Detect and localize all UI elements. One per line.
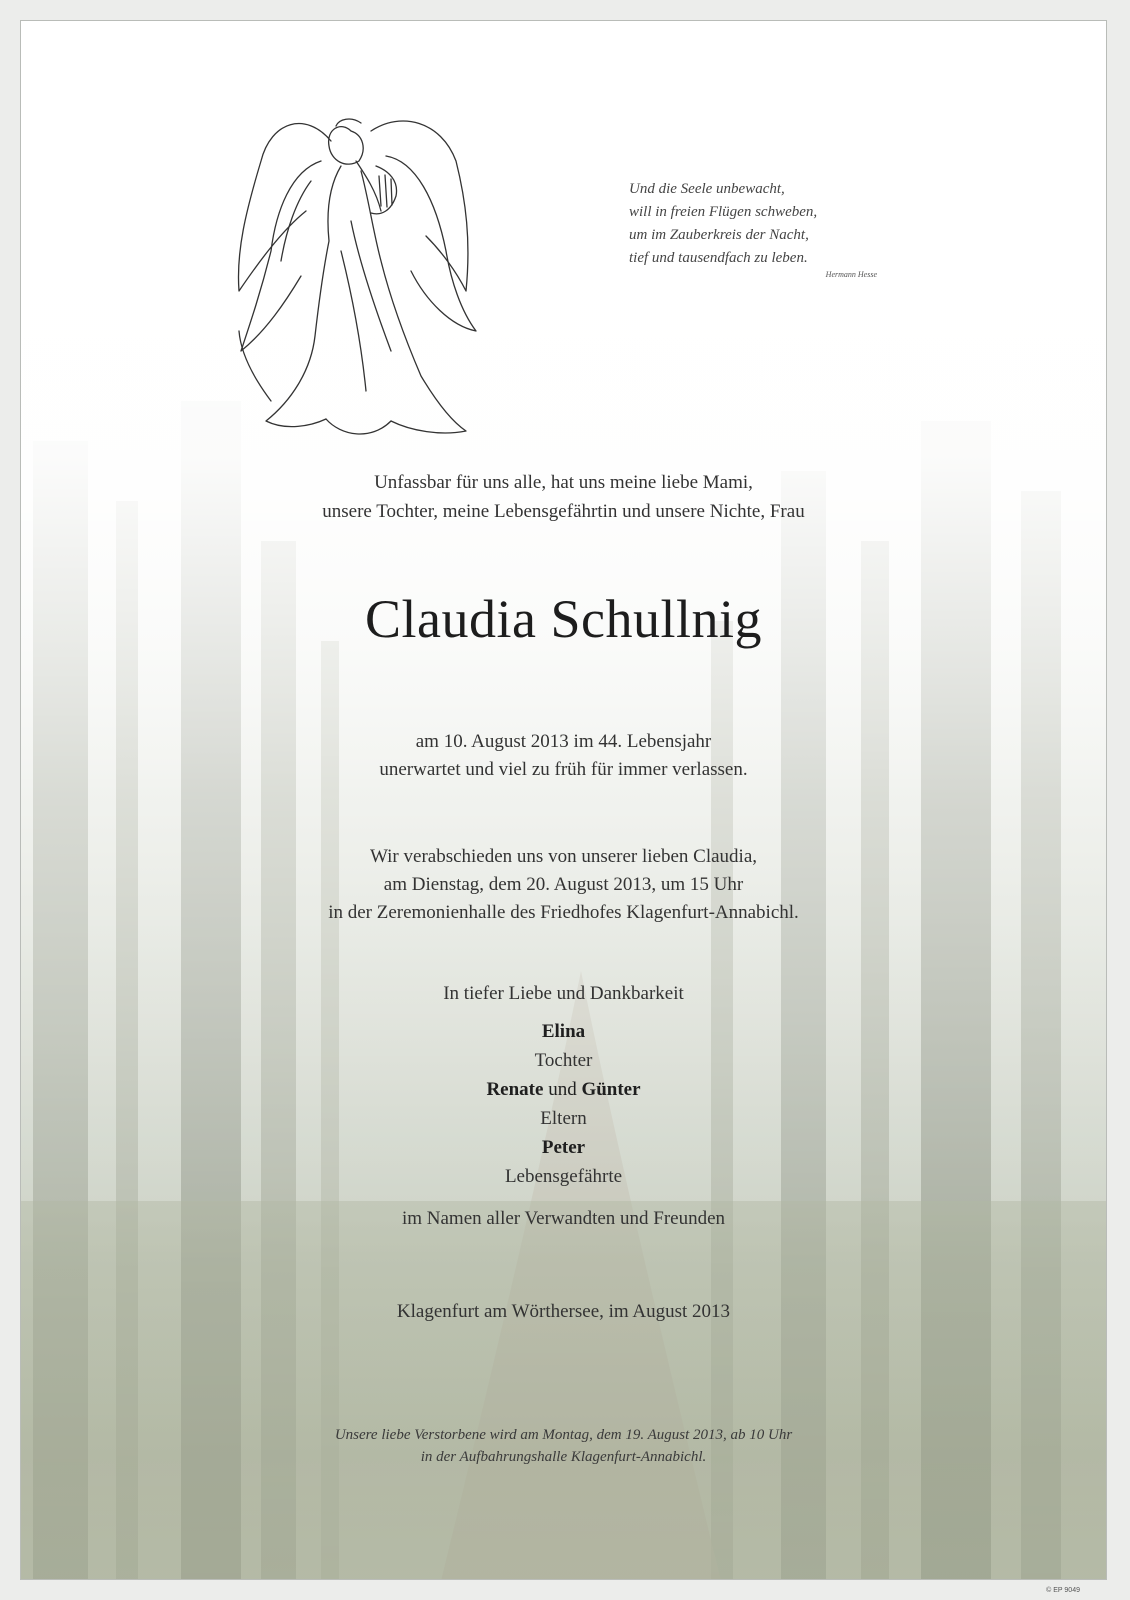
intro-line-2: unsere Tochter, meine Lebensgefährtin und unsere Nichte, Frau: [322, 501, 805, 522]
farewell-line-2: am Dienstag, dem 20. August 2013, um 15 Uhr: [383, 874, 744, 895]
mourner-name: Elina: [541, 1021, 586, 1042]
intro-text: [21, 468, 1106, 526]
mourners-list: [21, 979, 1106, 1234]
angel-with-harp-illustration: [211, 101, 501, 451]
death-notice: [21, 728, 1106, 784]
death-line-2: unerwartet und viel zu früh für immer verlassen.: [379, 759, 748, 780]
poem-line: will in freien Flügen schweben,: [629, 204, 818, 220]
forest-background: [21, 21, 1106, 1579]
farewell-line-3: in der Zeremonienhalle des Friedhofes Klagenfurt-Annabichl.: [328, 902, 799, 923]
others-line: im Namen aller Verwandten und Freunden: [401, 1208, 726, 1229]
wake-notice: [21, 1424, 1106, 1468]
intro-line-1: Unfassbar für uns alle, hat uns meine liebe Mami,: [374, 472, 753, 493]
deceased-name: Claudia Schullnig: [365, 589, 762, 649]
mourner-name: Peter: [541, 1137, 586, 1158]
wake-line-1: Unsere liebe Verstorbene wird am Montag, dem 19. August 2013, ab 10 Uhr: [334, 1427, 793, 1443]
farewell-line-1: Wir verabschieden uns von unserer lieben Claudia,: [369, 846, 758, 867]
poem-line: tief und tausendfach zu leben.: [629, 250, 808, 266]
mourner-name: Günter: [581, 1079, 641, 1100]
conjunction: und: [548, 1079, 577, 1100]
mourner-role: Tochter: [534, 1050, 593, 1071]
gratitude-line: In tiefer Liebe und Dankbarkeit: [443, 983, 684, 1004]
death-line-1: am 10. August 2013 im 44. Lebensjahr: [415, 731, 712, 752]
obituary-card: [20, 20, 1107, 1580]
poem-line: Und die Seele unbewacht,: [629, 181, 785, 197]
mourner-name-pair: [21, 1075, 1106, 1104]
print-code: © EP 9049: [1046, 1587, 1080, 1594]
mourner-name: Renate: [486, 1079, 544, 1100]
hesse-poem: [629, 178, 889, 280]
mourner-role: Lebensgefährte: [504, 1166, 623, 1187]
farewell-ceremony: [21, 843, 1106, 927]
mourner-role: Eltern: [540, 1108, 587, 1129]
poem-line: um im Zauberkreis der Nacht,: [629, 227, 809, 243]
poem-author: Hermann Hesse: [825, 270, 877, 279]
place-and-date: Klagenfurt am Wörthersee, im August 2013: [396, 1301, 731, 1322]
wake-line-2: in der Aufbahrungshalle Klagenfurt-Annabichl.: [420, 1449, 707, 1465]
